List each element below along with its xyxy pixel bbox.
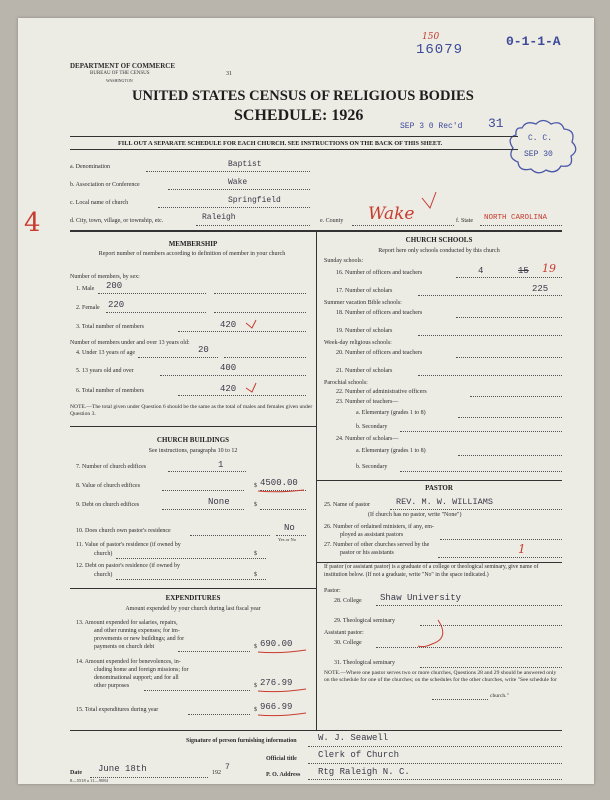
q19-label: 19. Number of scholars [336,328,393,334]
q16-value-b: 15 [518,266,529,276]
washington-label: WASHINGTON [106,78,133,83]
q8-label: 8. Value of church edifices [76,483,141,489]
q17-value: 225 [532,284,549,294]
q14-label-a: 14. Amount expended for benevolences, in- [76,659,181,665]
buildings-sub: See instructions, paragraphs 10 to 12 [148,448,238,454]
census-schedule-page [18,18,594,784]
pastor-note: NOTE.—Where one pastor serves two or more churches, Questions 28 and 29 should be answered only on the schedule for one of the churches; on the schedules for the other churches, write "See schedule for [324,670,557,683]
q25-note: (If church has no pastor, write "None") [368,512,462,518]
pastor-sub-label: Pastor: [324,588,341,594]
q4-value: 20 [198,345,209,355]
q5-label: 5. 13 years old and over [76,368,134,374]
q11-label-a: 11. Value of pastor's residence (if owned by [76,542,181,548]
q20-label: 20. Number of officers and teachers [336,350,423,356]
q27-value: 1 [518,542,526,556]
sunday-label: Sunday schools: [324,258,364,264]
q7-value: 1 [218,460,224,470]
expenditures-title: EXPENDITURES [165,594,221,602]
q16-value-a: 4 [478,266,484,276]
q8-value: 4500.00 [260,478,298,488]
expenditures-sub: Amount expended by your church during last fiscal year [125,606,261,612]
q7-label: 7. Number of church edifices [76,464,147,470]
q13-label-b: and other running expenses; for im- [94,628,180,634]
q13-label-c: provements or new buildings; and for [94,636,185,642]
city-value: Raleigh [202,213,236,222]
po-address-value: Rtg Raleigh N. C. [318,767,410,777]
q1-label: 1. Male [76,286,95,292]
graduate-note: If pastor (or assistant pastor) is a graduate of a college or theological seminary, give name of institution below. (If not a graduate, write "No" in the space indicated.) [324,564,539,578]
pastor-note-end: church." [490,693,509,699]
q27-label-b: pastor or his assistants [340,550,394,556]
q11-dollar: $ [254,551,257,557]
q24a-label: a. Elementary (grades 1 to 8) [356,448,426,454]
cc-stamp-date: SEP 30 [524,150,553,159]
membership-intro: Report number of members according to definition of member in your church [98,251,286,257]
association-label: b. Association or Conference [70,182,140,188]
q13-label-a: 13. Amount expended for salaries, repairs, [76,620,178,626]
q31-label: 31. Theological seminary [334,660,396,666]
summer-label: Summer vacation Bible schools: [324,300,402,306]
pastor-divider [316,562,562,563]
q29-label: 29. Theological seminary [334,618,396,624]
parochial-label: Parochial schools: [324,380,368,386]
signature-label: Signature of person furnishing information [186,738,297,744]
q23a-label: a. Elementary (grades 1 to 8) [356,410,426,416]
assistant-label: Assistant pastor: [324,630,364,636]
q12-label-b: church) [94,572,113,578]
schedule-title: SCHEDULE: 1926 [234,107,364,124]
q3-value: 420 [220,320,237,330]
q18-label: 18. Number of officers and teachers [336,310,423,316]
membership-title: MEMBERSHIP [168,240,218,248]
form-code: 0-1-1-A [506,34,561,49]
schools-divider [316,480,562,481]
bureau-label: BUREAU OF THE CENSUS [90,71,150,76]
q14-value: 276.99 [260,678,293,688]
stamp-number: 16079 [416,42,464,58]
q6-label: 6. Total number of members [76,388,144,394]
membership-note: NOTE.—The total given under Question 6 should be the same as the total of males and females given under Question 3. [70,404,313,417]
q2-value: 220 [108,300,125,310]
q3-label: 3. Total number of members [76,324,144,330]
q15-value: 966.99 [260,702,293,712]
q15-dollar: $ [254,707,257,713]
pastor-title: PASTOR [425,484,453,492]
q14-dollar: $ [254,683,257,689]
dept-label: DEPARTMENT OF COMMERCE [70,62,176,70]
yes-no-hint: Yes or No [278,537,297,542]
signature-value: W. J. Seawell [318,733,389,743]
q9-value: None [208,497,230,507]
q17-label: 17. Number of scholars [336,288,393,294]
q13-value: 690.00 [260,639,293,649]
q24b-label: b. Secondary [356,464,388,470]
city-label: d. City, town, village, or township, etc. [70,218,164,224]
denomination-label: a. Denomination [70,164,110,170]
q6-value: 420 [220,384,237,394]
county-value: Wake [368,204,415,224]
q28-value: Shaw University [380,593,462,603]
q25-label: 25. Name of pastor [324,502,370,508]
q4-label: 4. Under 13 years of age [76,350,135,356]
schools-sub: Report here only schools conducted by this church [378,248,500,254]
date-year: 192 [212,770,221,776]
q11-label-b: church) [94,551,113,557]
q10-value: No [284,523,295,533]
form-title: UNITED STATES CENSUS OF RELIGIOUS BODIES [132,88,474,104]
q16-value-c: 19 [542,262,556,275]
q13-label-d: payments on church debt [94,644,155,650]
q14-label-c: denominational support; and for all [94,675,179,681]
stamp-strike: 150 [422,32,440,42]
state-label: f. State [456,218,473,224]
church-name-value: Springfield [228,196,281,205]
under-over-label: Number of members under and over 13 years old: [70,340,190,346]
received-stamp: SEP 3 0 Rec'd [400,122,463,131]
q8-dollar: $ [254,483,257,489]
instructions-line: FILL OUT A SEPARATE SCHEDULE FOR EACH CHURCH. SEE INSTRUCTIONS ON THE BACK OF THIS SHEET. [118,140,443,147]
county-label: e. County [320,218,344,224]
q21-label: 21. Number of scholars [336,368,393,374]
q1-value: 200 [106,281,123,291]
buildings-title: CHURCH BUILDINGS [156,436,230,444]
cc-stamp-top: C. C. [528,134,553,143]
date-year-digit: 7 [225,763,230,772]
q15-label: 15. Total expenditures during year [76,707,159,713]
form-number: 8—5518 a 11—9084 [70,778,108,783]
q13-dollar: $ [254,644,257,650]
q14-label-b: cluding home and foreign missions; for [94,667,189,673]
weekday-label: Week-day religious schools: [324,340,392,346]
date-label: Date [70,770,82,776]
q9-dollar: $ [254,502,257,508]
church-name-label: c. Local name of church [70,200,129,206]
q23-label: 23. Number of teachers— [336,399,399,405]
margin-mark: 4 [24,208,41,238]
q25-value: REV. M. W. WILLIAMS [396,497,493,507]
q24-label: 24. Number of scholars— [336,436,399,442]
q28-label: 28. College [334,598,362,604]
q10-label: 10. Does church own pastor's residence [76,528,171,534]
q27-label-a: 27. Number of other churches served by the [324,542,430,548]
state-value: NORTH CAROLINA [484,214,548,222]
q22-label: 22. Number of administrative officers [336,389,427,395]
q23b-label: b. Secondary [356,424,388,430]
received-number: 31 [488,116,504,131]
official-title-label: Official title [266,756,297,762]
official-title-value: Clerk of Church [318,750,400,760]
q14-label-d: other purposes [94,683,130,689]
page-number: 31 [226,71,232,77]
q9-label: 9. Debt on church edifices [76,502,140,508]
date-value: June 18th [98,764,147,774]
q26-label-b: ployed as assistant pastors [340,532,404,538]
denomination-value: Baptist [228,160,262,169]
q5-value: 400 [220,363,237,373]
association-value: Wake [228,178,248,187]
q16-label: 16. Number of officers and teachers [336,270,423,276]
q12-label-a: 12. Debt on pastor's residence (if owned by [76,563,181,569]
q26-label-a: 26. Number of ordained ministers, if any, em- [324,524,434,530]
q2-label: 2. Female [76,305,100,311]
po-address-label: P. O. Address [266,772,301,778]
schools-title: CHURCH SCHOOLS [405,236,473,244]
q30-label: 30. College [334,640,362,646]
members-by-sex-label: Number of members, by sex: [70,274,140,280]
q12-dollar: $ [254,572,257,578]
